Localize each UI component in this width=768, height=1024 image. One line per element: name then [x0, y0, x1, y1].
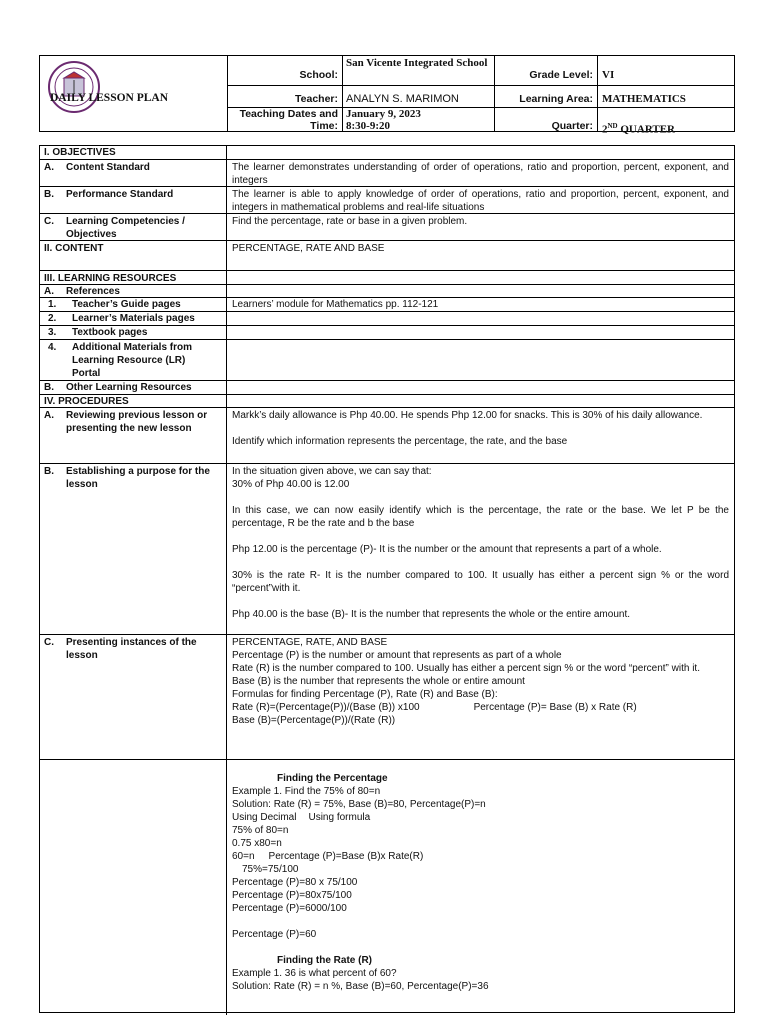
header-table	[39, 55, 735, 136]
objectives-row	[40, 146, 734, 159]
learning-area-label: Learning Area:	[519, 93, 593, 105]
grade-level-label: Grade Level:	[529, 69, 593, 81]
example-line: 75%=75/100	[242, 864, 299, 875]
additional-materials-label: Additional Materials from Learning Resource (LR) Portal	[72, 342, 193, 379]
example-line: Percentage (P)=80x75/100	[232, 890, 352, 901]
learning-area-value: MATHEMATICS	[602, 93, 686, 105]
presenting-label: Presenting instances of the lesson	[66, 637, 197, 661]
performance-standard-text: The learner is able to apply knowledge of order of operations, ratio and proportion, percent, exponent, and integers in mathematical problems and real-life situations	[232, 189, 729, 213]
presenting-text: Rate (R) is the number compared to 100. Usually has either a percent sign % or the word “percent” with it.	[232, 663, 700, 674]
section-heading: II. CONTENT	[40, 241, 227, 271]
purpose-text: In the situation given above, we can say that:	[232, 466, 432, 477]
example-line: 75% of 80=n	[232, 825, 289, 836]
learners-materials-row: 2. Learner’s Materials pages	[40, 311, 734, 326]
teaching-dates-label: Teaching Dates and Time:	[239, 108, 338, 132]
teacher-value: ANALYN S. MARIMON	[346, 93, 459, 105]
example-line: Percentage (P)=6000/100	[232, 903, 347, 914]
teachers-guide-row: 1. Teacher’s Guide pages Learners’ module for Mathematics pp. 112-121	[40, 297, 734, 312]
teachers-guide-text: Learners’ module for Mathematics pp. 112-121	[232, 299, 439, 310]
example-line: 60=n Percentage (P)=Base (B)x Rate(R)	[232, 851, 424, 862]
reviewing-row: A. Reviewing previous lesson or presenting the new lesson Markk’s daily allowance is Php 40.00. He spends Php 12.00 for snacks. This is 30% of his daily allowance. Identify which information represents the percentage, the rate, and the base	[40, 407, 734, 464]
performance-standard-row: B. Performance Standard The learner is able to apply knowledge of order of operations, ratio and proportion, percent, exponent, and integers in mathematical problems and real-life situations	[40, 186, 734, 214]
examples-row	[40, 759, 734, 1015]
teaching-time-value: 8:30-9:20	[346, 120, 390, 132]
reviewing-text: Markk’s daily allowance is Php 40.00. He spends Php 12.00 for snacks. This is 30% of his daily allowance.	[232, 410, 703, 421]
school-value: San Vicente Integrated School	[346, 57, 488, 69]
purpose-label: Establishing a purpose for the lesson	[66, 466, 210, 490]
presenting-text: Base (B) is the number that represents the whole or entire amount	[232, 676, 525, 687]
textbook-row: 3. Textbook pages	[40, 325, 734, 340]
teacher-label: Teacher:	[295, 93, 338, 105]
content-row	[40, 240, 734, 271]
content-standard-label: Content Standard	[66, 162, 150, 173]
quarter-label: Quarter:	[551, 120, 593, 132]
section-heading: IV. PROCEDURES	[40, 395, 227, 408]
procedures-row	[40, 394, 734, 408]
formula-line: Rate (R)=(Percentage(P))/(Base (B)) x100 Percentage (P)= Base (B) x Rate (R)	[232, 702, 637, 713]
presenting-text: Percentage (P) is the number or amount that represents as part of a whole	[232, 650, 562, 661]
purpose-text: In this case, we can now easily identify which is the percentage, the rate or the base. We let P be the percentage, R be the rate and b the base	[232, 505, 729, 529]
section-heading: III. LEARNING RESOURCES	[40, 271, 227, 285]
reviewing-instruction: Identify which information represents the percentage, the rate, and the base	[232, 436, 568, 447]
textbook-label: Textbook pages	[72, 327, 148, 338]
content-standard-text: The learner demonstrates understanding of order of operations, ratio and proportion, percent, exponent, and integers	[232, 162, 729, 186]
example-line: 0.75 x80=n	[232, 838, 282, 849]
example-heading: Finding the Rate (R)	[277, 955, 372, 966]
references-label: References	[66, 286, 120, 297]
grade-level-value: VI	[602, 69, 615, 81]
quarter-value: 2ND QUARTER	[602, 122, 675, 136]
presenting-row: C. Presenting instances of the lesson PERCENTAGE, RATE, AND BASE Percentage (P) is the number or amount that represents as part of a whole Rate (R) is the number compared to 100. Usually has either a percent sign % or the word “percent” with it. Base (B) is the number that represents the whole or entire amount Formulas for finding Percentage (P), Rate (R) and Base (B): Rate (R)=(Percentage(P))/(Base (B)) x100 Percentage (P)= Base (B) x Rate (R) Base (B)=(Percentage(P))/(Rate (R))	[40, 634, 734, 760]
example-line: Solution: Rate (R) = n %, Base (B)=60, Percentage(P)=36	[232, 981, 489, 992]
teachers-guide-label: Teacher’s Guide pages	[72, 299, 181, 310]
reviewing-label: Reviewing previous lesson or presenting the new lesson	[66, 410, 208, 434]
competencies-label: Learning Competencies / Objectives	[66, 216, 185, 240]
teaching-date-value: January 9, 2023	[346, 108, 421, 120]
example-line: Solution: Rate (R) = 75%, Base (B)=80, Percentage(P)=n	[232, 799, 486, 810]
presenting-text: PERCENTAGE, RATE, AND BASE	[232, 637, 388, 648]
purpose-row: B. Establishing a purpose for the lesson In the situation given above, we can say that: 30% of Php 40.00 is 12.00 In this case, we can now easily identify which is the percentage, the rate or the base. We let P be the percentage, R be the rate and b the base Php 12.00 is the percentage (P)- It is the number or the amount that represents a part of a whole. 30% is the rate R- It is the number compared to 100. It usually has either a percent sign % or the word “percent”with it. Php 40.00 is the base (B)- It is the number that represents the whole or the entire amount.	[40, 463, 734, 635]
example-line: Percentage (P)=60	[232, 929, 317, 940]
competencies-row: C. Learning Competencies / Objectives Find the percentage, rate or base in a given problem.	[40, 213, 734, 241]
school-label: School:	[299, 69, 338, 81]
purpose-text: Php 12.00 is the percentage (P)- It is the number or the amount that represents a part of a whole.	[232, 544, 662, 555]
learners-materials-label: Learner’s Materials pages	[72, 313, 195, 324]
purpose-text: 30% is the rate R- It is the number compared to 100. It usually has either a percent sign % or the word “percent”with it.	[232, 570, 729, 594]
example-line: Percentage (P)=80 x 75/100	[232, 877, 358, 888]
formula-line: Base (B)=(Percentage(P))/(Rate (R))	[232, 715, 396, 726]
purpose-text: 30% of Php 40.00 is 12.00	[232, 479, 350, 490]
other-resources-row: B. Other Learning Resources	[40, 380, 734, 395]
presenting-text: Formulas for finding Percentage (P), Rate (R) and Base (B):	[232, 689, 498, 700]
example-heading: Finding the Percentage	[277, 773, 388, 784]
content-standard-row: A. Content Standard The learner demonstrates understanding of order of operations, ratio and proportion, percent, exponent, and integers	[40, 159, 734, 187]
purpose-text: Php 40.00 is the base (B)- It is the number that represents the whole or the entire amount.	[232, 609, 630, 620]
other-resources-label: Other Learning Resources	[66, 382, 192, 393]
performance-standard-label: Performance Standard	[66, 189, 174, 200]
content-text: PERCENTAGE, RATE AND BASE	[232, 243, 385, 254]
resources-row	[40, 270, 734, 285]
section-heading: I. OBJECTIVES	[40, 146, 227, 159]
additional-materials-row: 4. Additional Materials from Learning Resource (LR) Portal	[40, 339, 734, 381]
lesson-table	[39, 145, 735, 1013]
references-row: A. References	[40, 284, 734, 298]
deped-seal-icon	[47, 60, 101, 114]
competencies-text: Find the percentage, rate or base in a given problem.	[232, 216, 468, 227]
example-line: Using Decimal Using formula	[232, 812, 371, 823]
lesson-plan-title: DAILY LESSON PLAN	[50, 92, 169, 104]
example-line: Example 1. 36 is what percent of 60?	[232, 968, 397, 979]
example-line: Example 1. Find the 75% of 80=n	[232, 786, 381, 797]
